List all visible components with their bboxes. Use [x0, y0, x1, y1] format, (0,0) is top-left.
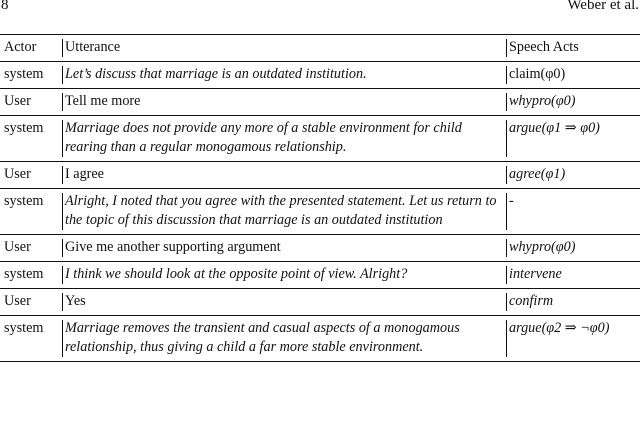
- utterance-cell: Marriage does not provide any more of a stable environment for child rearing than a regular monogamous relationship.: [62, 116, 506, 162]
- actor-cell: User: [4, 293, 31, 309]
- table-row: [0, 89, 640, 116]
- table-row: [0, 162, 640, 189]
- speech-act-cell: whypro(φ0): [506, 89, 640, 116]
- table-row: [0, 189, 640, 235]
- page-header: [0, 0, 640, 20]
- actor-cell: system: [4, 193, 44, 209]
- header-utterance: Utterance: [62, 35, 506, 62]
- utterance-cell: Alright, I noted that you agree with the presented statement. Let us return to the topic of this discussion that marriage is an outdated institution: [62, 189, 506, 235]
- actor-cell: User: [4, 166, 31, 182]
- utterance-cell: Let’s discuss that marriage is an outdated institution.: [62, 62, 506, 89]
- table-header-row: [0, 35, 640, 62]
- speech-act-cell: agree(φ1): [506, 162, 640, 189]
- utterance-cell: Marriage removes the transient and casual aspects of a monogamous relationship, thus giving a child a far more stable environment.: [62, 316, 506, 362]
- speech-act-cell: argue(φ2 ⇒ ¬φ0): [506, 316, 640, 362]
- dialogue-table: [0, 34, 640, 362]
- table-row: [0, 289, 640, 316]
- utterance-cell: I think we should look at the opposite point of view. Alright?: [62, 262, 506, 289]
- table-row: [0, 262, 640, 289]
- actor-cell: User: [4, 239, 31, 255]
- speech-act-cell: confirm: [506, 289, 640, 316]
- actor-cell: system: [4, 66, 44, 82]
- running-head: Weber et al.: [567, 0, 639, 13]
- actor-cell: system: [4, 120, 44, 136]
- speech-act-cell: claim(φ0): [506, 62, 640, 89]
- speech-act-cell: -: [506, 189, 640, 235]
- actor-cell: system: [4, 266, 44, 282]
- speech-act-cell: argue(φ1 ⇒ φ0): [506, 116, 640, 162]
- actor-cell: User: [4, 93, 31, 109]
- table-row: [0, 316, 640, 362]
- utterance-cell: Give me another supporting argument: [62, 235, 506, 262]
- header-actor: Actor: [4, 39, 37, 55]
- page-number: 8: [1, 0, 9, 13]
- speech-act-cell: whypro(φ0): [506, 235, 640, 262]
- utterance-cell: Tell me more: [62, 89, 506, 116]
- table-row: [0, 62, 640, 89]
- speech-act-cell: intervene: [506, 262, 640, 289]
- actor-cell: system: [4, 320, 44, 336]
- utterance-cell: I agree: [62, 162, 506, 189]
- table-row: [0, 235, 640, 262]
- table-row: [0, 116, 640, 162]
- header-speech-acts: Speech Acts: [506, 35, 640, 62]
- utterance-cell: Yes: [62, 289, 506, 316]
